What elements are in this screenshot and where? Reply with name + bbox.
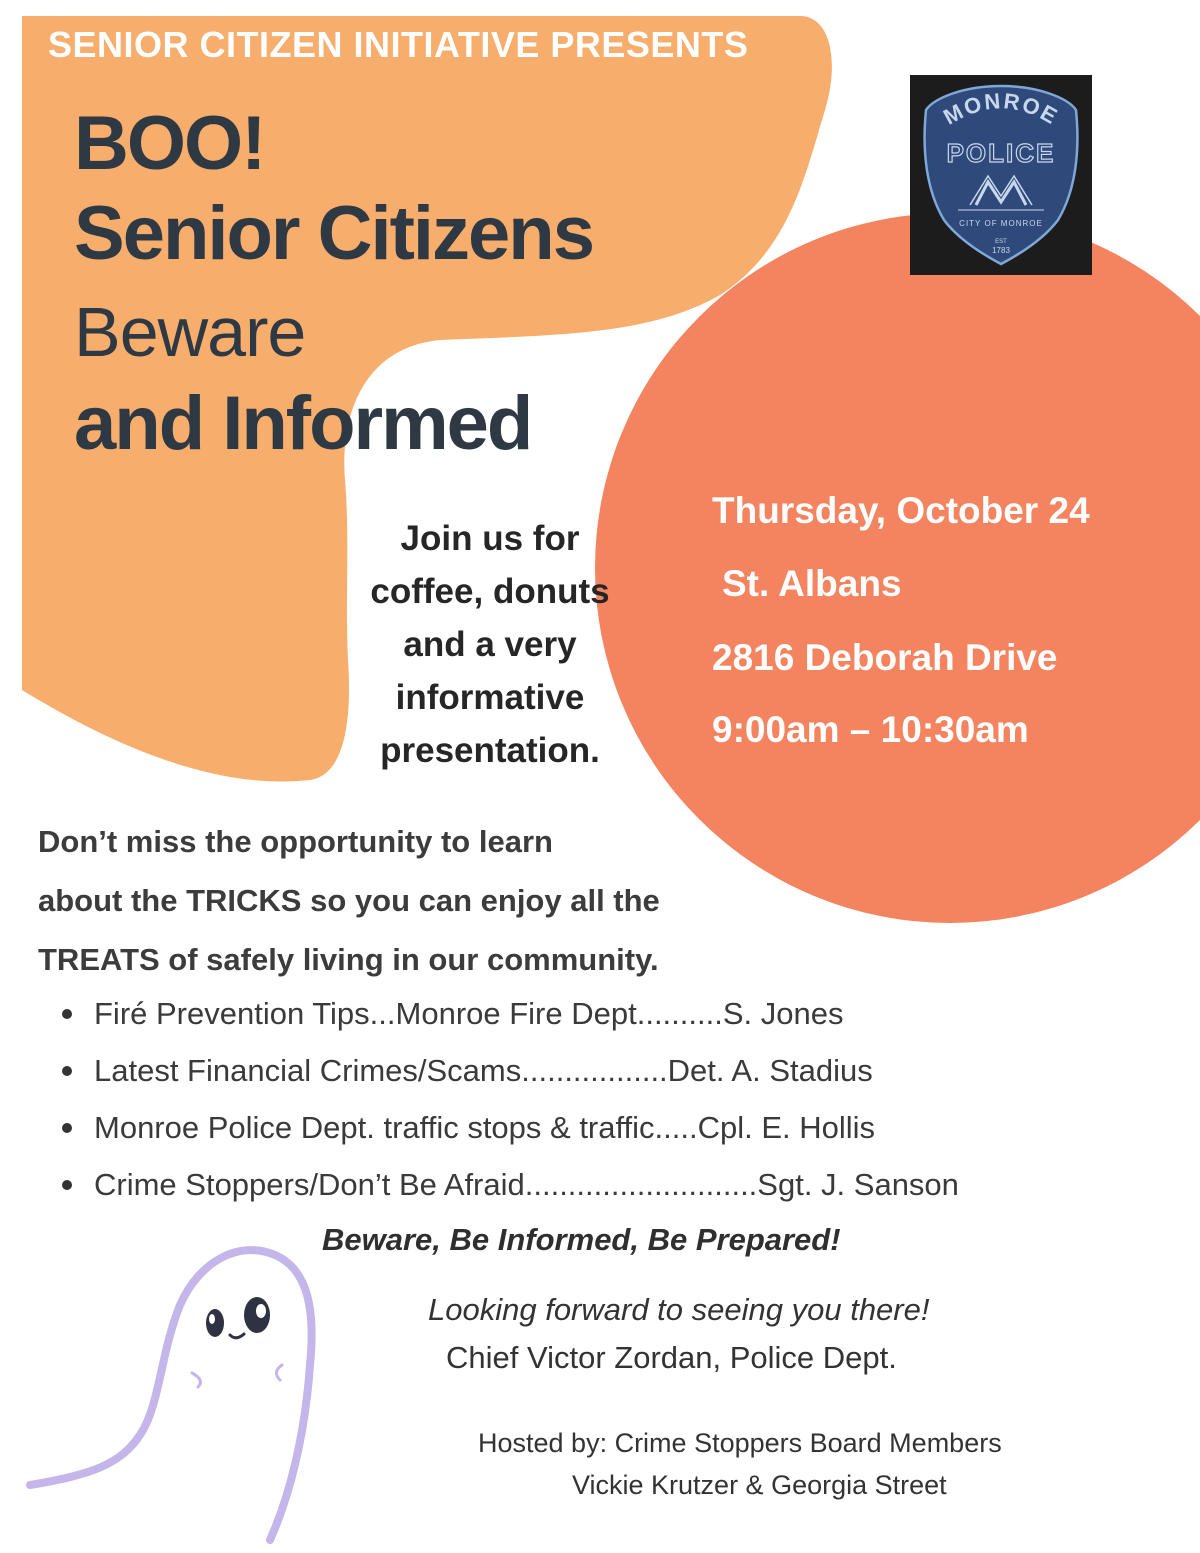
hosted-by: Hosted by: Crime Stoppers Board Members [478, 1428, 1002, 1458]
bullet-icon [62, 1066, 72, 1076]
invite-line: informative [395, 678, 585, 717]
presents-heading: SENIOR CITIZEN INITIATIVE PRESENTS [48, 24, 749, 65]
agenda-item [58, 1165, 959, 1222]
intro-line: about the TRICKS so you can enjoy all the [38, 883, 660, 918]
badge-main-text: POLICE [946, 138, 1056, 168]
agenda-item-text: Firé Prevention Tips...Monroe Fire Dept..........S. Jones [94, 996, 844, 1031]
title-senior-citizens: Senior Citizens [74, 191, 593, 276]
intro-paragraph [38, 812, 818, 989]
bullet-icon [62, 1180, 72, 1190]
invite-line: presentation. [380, 731, 600, 770]
bullet-icon [62, 1123, 72, 1133]
title-and-informed: and Informed [74, 381, 532, 466]
closing-looking: Looking forward to seeing you there! [428, 1292, 930, 1327]
agenda-item-text: Latest Financial Crimes/Scams.................Det. A. Stadius [94, 1053, 873, 1088]
badge-city-text: CITY OF MONROE [959, 219, 1043, 228]
agenda-list [58, 994, 959, 1222]
closing-signature: Chief Victor Zordan, Police Dept. [446, 1340, 897, 1375]
badge-est-text: EST [995, 239, 1007, 245]
agenda-item [58, 1108, 959, 1165]
invite-line: coffee, donuts [370, 572, 610, 611]
badge-year-text: 1783 [992, 246, 1010, 255]
agenda-item-text: Monroe Police Dept. traffic stops & traffic.....Cpl. E. Hollis [94, 1110, 876, 1145]
agenda-item [58, 1051, 959, 1108]
event-date: Thursday, October 24 [712, 490, 1090, 531]
event-venue: St. Albans [722, 563, 902, 604]
title-boo: BOO! [74, 101, 265, 186]
intro-line: Don’t miss the opportunity to learn [38, 824, 553, 859]
bullet-icon [62, 1009, 72, 1019]
slogan: Beware, Be Informed, Be Prepared! [322, 1222, 841, 1257]
badge-top-text: MONROE [939, 88, 1064, 130]
invite-line: and a very [403, 625, 577, 664]
hosted-names: Vickie Krutzer & Georgia Street [572, 1470, 947, 1500]
intro-line: TREATS of safely living in our community. [38, 942, 659, 977]
title-beware: Beware [74, 293, 306, 371]
event-time: 9:00am – 10:30am [712, 709, 1029, 750]
police-badge-icon [918, 80, 1084, 270]
agenda-item [58, 994, 959, 1051]
invite-line: Join us for [400, 519, 580, 558]
ghost-icon [20, 1235, 320, 1545]
invite-text [340, 512, 640, 777]
event-address: 2816 Deborah Drive [712, 637, 1058, 678]
agenda-item-text: Crime Stoppers/Don’t Be Afraid...........................Sgt. J. Sanson [94, 1167, 959, 1202]
